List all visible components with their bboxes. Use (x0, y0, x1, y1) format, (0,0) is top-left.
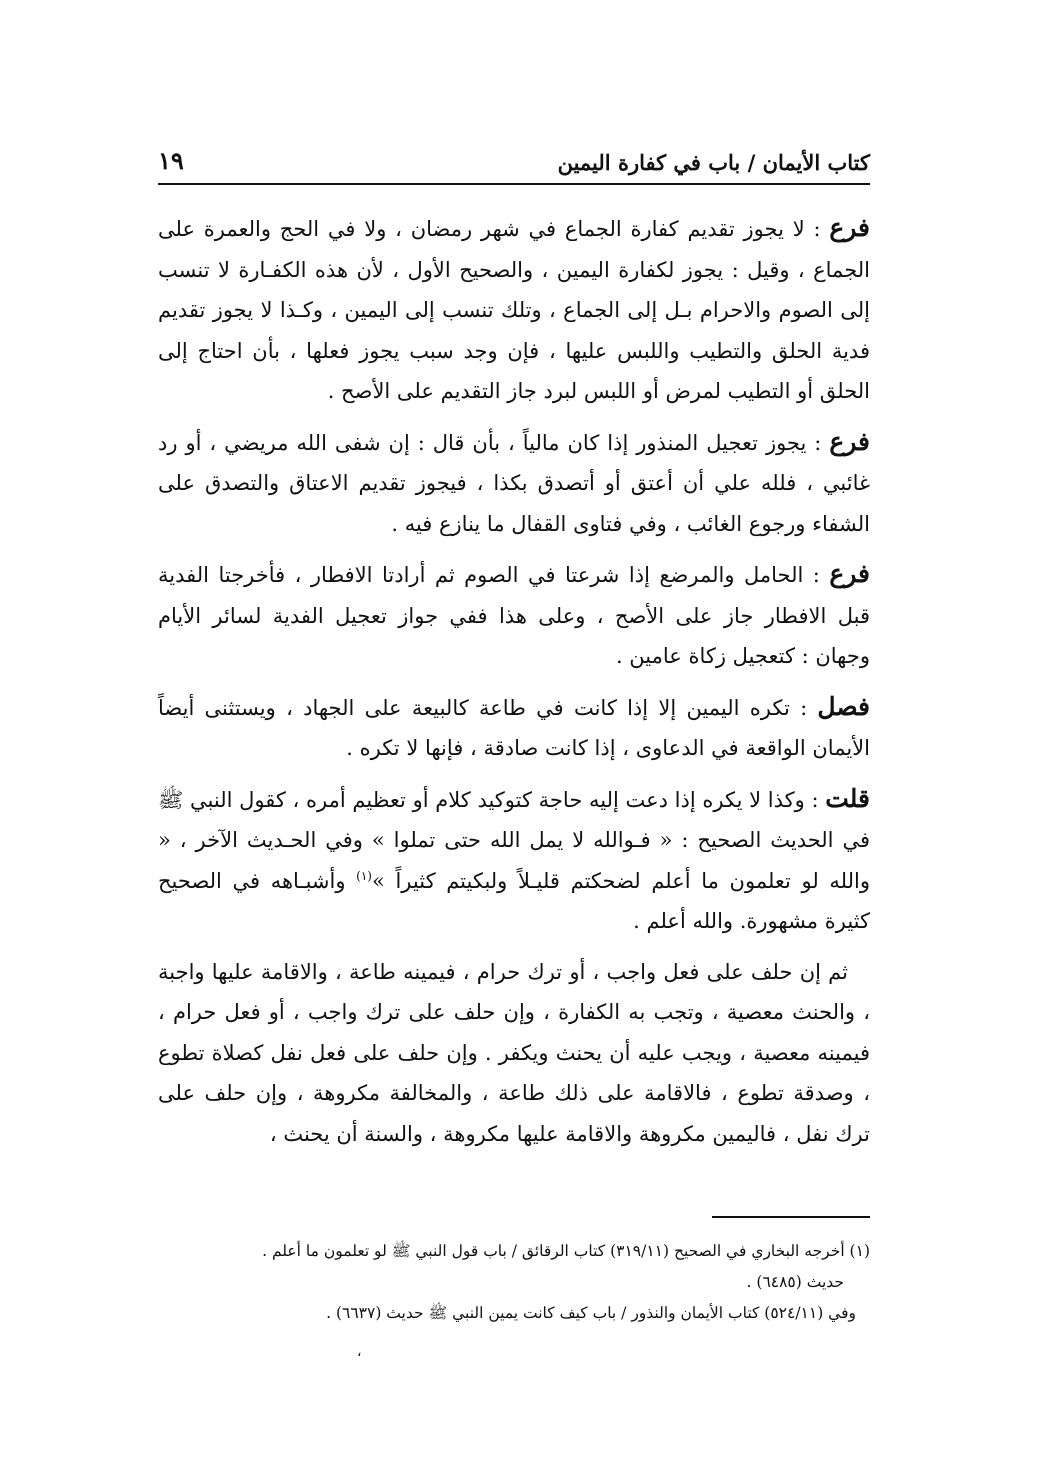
paragraph-text: : تكره اليمين إلا إذا كانت في طاعة كالبيعة على الجهاد ، ويستثنى أيضاً الأيمان الواقعة في الدعاوى ، إذا كانت صادقة ، فإنها لا تكره . (158, 695, 870, 760)
stray-mark: ، (357, 1344, 362, 1360)
paragraph-far-2 (158, 422, 870, 545)
paragraph-text: : لا يجوز تقديم كفارة الجماع في شهر رمضان ، ولا في الحج والعمرة على الجماع ، وقيل : يجوز لكفارة اليمين ، والصحيح الأول ، لأن هذه الكفـارة لا تنسب إلى الصوم والاحرام بـل إلى الجماع ، وتلك تنسب إلى اليمين ، وكـذا لا يجوز تقديم فدية الحلق والتطيب واللبس عليها ، فإن وجد سبب يجوز فعلها ، بأن احتاج إلى الحلق أو التطيب لمرض أو اللبس لبرد جاز التقديم على الأصح . (158, 217, 870, 403)
running-title: كتاب الأيمان / باب في كفارة اليمين (557, 150, 870, 175)
page-header (158, 142, 870, 186)
paragraph-lead: قلت (825, 783, 870, 813)
paragraph-text: ثم إن حلف على فعل واجب ، أو ترك حرام ، فيمينه طاعة ، والاقامة عليها واجبة ، والحنث معصية ، وتجب به الكفارة ، وإن حلف على ترك واجب ، أو فعل حرام ، فيمينه معصية ، ويجب عليه أن يحنث ويكفر . وإن حلف على فعل نفل كصلاة تطوع ، وصدقة تطوع ، فالاقامة على ذلك طاعة ، والمخالفة مكروهة ، وإن حلف على ترك نفل ، فاليمين مكروهة والاقامة عليها مكروهة ، والسنة أن يحنث ، (158, 959, 870, 1146)
paragraph-oaths-rules (158, 952, 870, 1155)
footnote-line: وفي (٥٢٤/١١) كتاب الأيمان والنذور / باب كيف كانت يمين النبي ﷺ حديث (٦٦٣٧) . (326, 1304, 856, 1322)
paragraph-lead: فصل (817, 691, 870, 721)
paragraph-lead: فرع (829, 213, 870, 242)
paragraph-text: : وكذا لا يكره إذا دعت إليه حاجة كتوكيد كلام أو تعظيم أمره ، كقول النبي ﷺ في الحديث الصحيح : « فـوالله لا يمل الله حتى تملوا » وفي الحـديث الآخر ، « والله لو تعلمون ما أعلم لضحكتم قليـلاً ولبكيتم كثيراً » (158, 787, 870, 893)
footnote-line: حديث (٦٤٨٥) . (746, 1273, 844, 1291)
footnote-reference: (١) (356, 868, 372, 883)
footnote-line: (١) أخرجه البخاري في الصحيح (٣١٩/١١) كتاب الرقائق / باب قول النبي ﷺ لو تعلمون ما أعلم . (262, 1242, 870, 1260)
paragraph-fasl (158, 687, 870, 769)
paragraph-lead: فرع (829, 559, 870, 588)
footnote-rule (712, 1216, 870, 1218)
paragraph-far-3 (158, 554, 870, 677)
paragraph-lead: فرع (829, 426, 870, 456)
paragraph-text-continued: وأشبـاهه في الصحيح كثيرة مشهورة. والله أعلم . (158, 868, 870, 933)
paragraph-text: : يجوز تعجيل المنذور إذا كان مالياً ، بأن قال : إن شفى الله مريضي ، أو رد غائبي ، فلله علي أن أعتق أو أتصدق بكذا ، فيجوز تقديم الاعتاق والتصدق على الشفاء ورجوع الغائب ، وفي فتاوى القفال ما ينازع فيه . (158, 430, 870, 536)
body-text (158, 208, 870, 1164)
header-rule (158, 183, 870, 185)
footnotes (158, 1236, 870, 1329)
page-number: ١٩ (158, 146, 184, 175)
paragraph-qultu (158, 779, 870, 942)
paragraph-text: : الحامل والمرضع إذا شرعتا في الصوم ثم أرادتا الافطار ، فأخرجتا الفدية قبل الافطار جاز على الأصح ، وعلى هذا ففي جواز تعجيل الفدية لسائر الأيام وجهان : كتعجيل زكاة عامين . (158, 563, 870, 668)
paragraph-far-1 (158, 208, 870, 412)
